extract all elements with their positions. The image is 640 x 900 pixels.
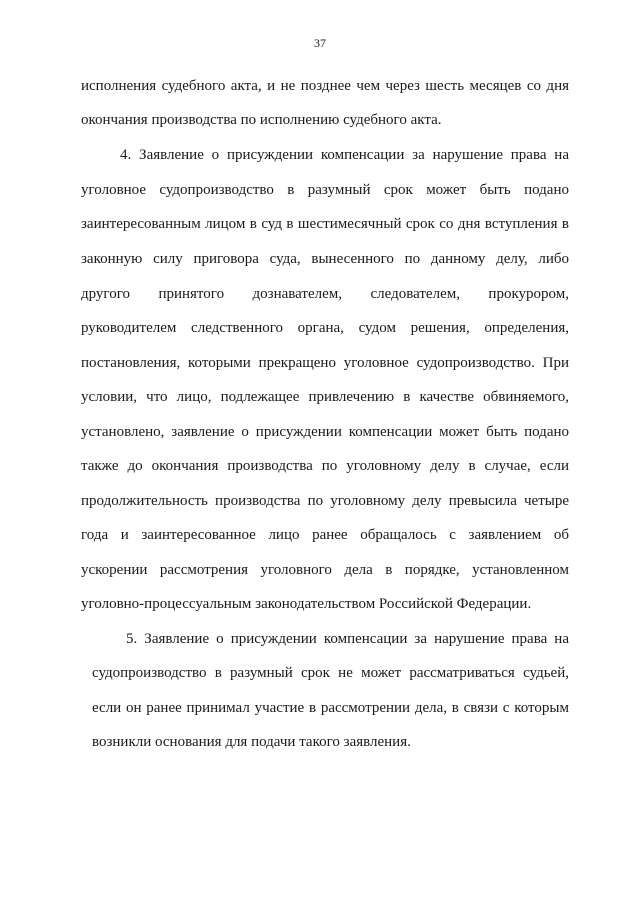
- text-line: ускорении рассмотрения уголовного дела в порядке, установленном: [81, 562, 569, 578]
- text-line: исполнения судебного акта, и не позднее чем через шесть месяцев со дня: [81, 78, 569, 94]
- text-line: руководителем следственного органа, судом решения, определения,: [81, 320, 569, 336]
- text-line: судопроизводство в разумный срок не может рассматриваться судьей,: [92, 665, 569, 681]
- text-line: другого принятого дознавателем, следователем, прокурором,: [81, 286, 569, 302]
- text-line: также до окончания производства по уголовному делу в случае, если: [81, 458, 569, 474]
- text-line: окончания производства по исполнению судебного акта.: [81, 112, 442, 128]
- page-number: 37: [314, 36, 326, 50]
- text-line: уголовно-процессуальным законодательством Российской Федерации.: [81, 596, 532, 612]
- text-line: 5. Заявление о присуждении компенсации за нарушение права на: [126, 631, 569, 647]
- text-line: продолжительность производства по уголовному делу превысила четыре: [81, 493, 569, 509]
- text-line: условии, что лицо, подлежащее привлечению в качестве обвиняемого,: [81, 389, 569, 405]
- text-line: установлено, заявление о присуждении компенсации может быть подано: [81, 424, 569, 440]
- text-line: постановления, которыми прекращено уголовное судопроизводство. При: [81, 355, 569, 371]
- text-line: заинтересованным лицом в суд в шестимесячный срок со дня вступления в: [81, 216, 569, 232]
- text-line: 4. Заявление о присуждении компенсации за нарушение права на: [120, 147, 569, 163]
- text-line: законную силу приговора суда, вынесенного по данному делу, либо: [81, 251, 569, 267]
- text-line: если он ранее принимал участие в рассмотрении дела, в связи с которым: [92, 700, 569, 716]
- text-line: уголовное судопроизводство в разумный срок может быть подано: [81, 182, 569, 198]
- text-line: возникли основания для подачи такого заявления.: [92, 734, 411, 750]
- text-line: года и заинтересованное лицо ранее обращалось с заявлением об: [81, 527, 569, 543]
